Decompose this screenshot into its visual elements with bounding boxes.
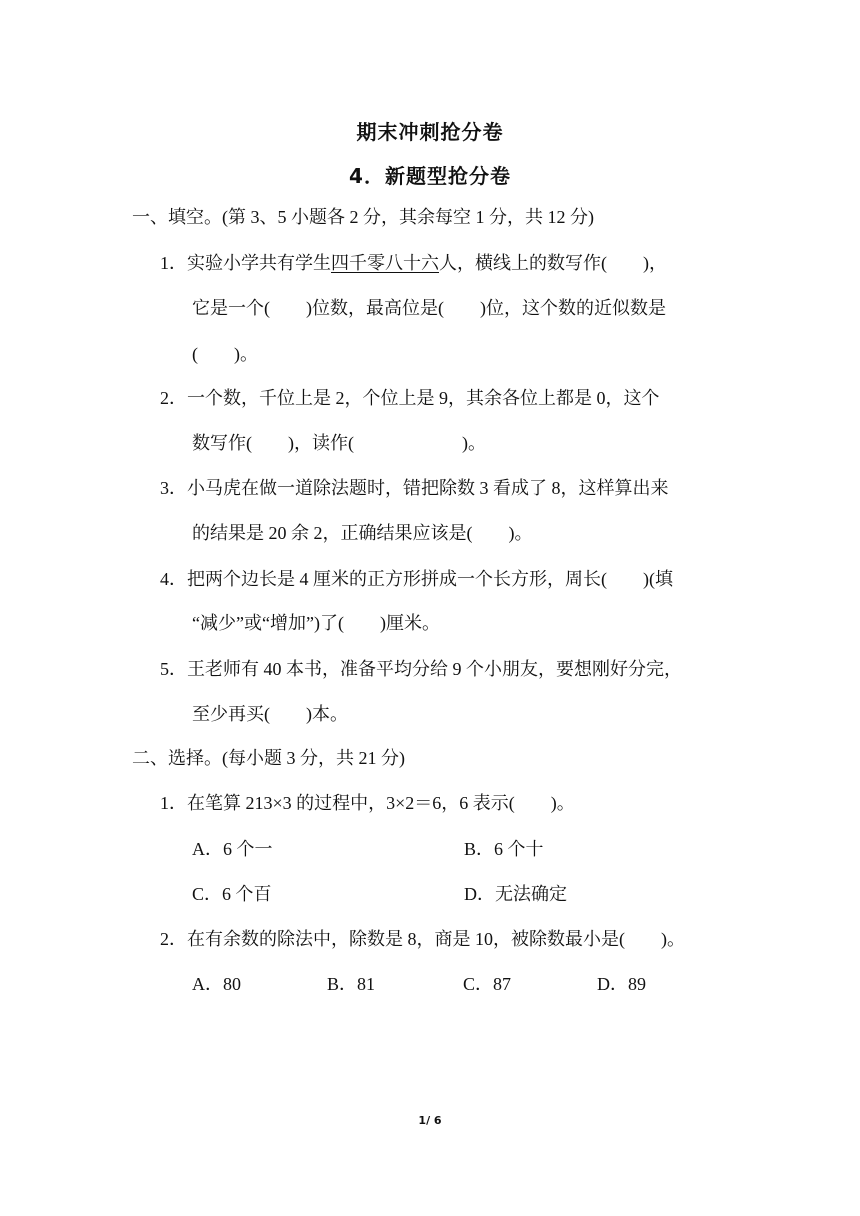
question-4-line-1: 4．把两个边长是 4 厘米的正方形拼成一个长方形，周长( )(填 <box>160 569 673 589</box>
question-2-line-1: 2．一个数，千位上是 2，个位上是 9，其余各位上都是 0，这个 <box>160 388 660 408</box>
choice-question-1-stem: 1．在笔算 213×3 的过程中，3×2＝6，6 表示( )。 <box>160 793 575 813</box>
question-4-line-2: “减少”或“增加”)了( )厘米。 <box>192 613 440 633</box>
question-5-line-2: 至少再买( )本。 <box>192 704 348 724</box>
section-2-heading: 二、选择。(每小题 3 分，共 21 分) <box>132 748 405 768</box>
page-title: 期末冲刺抢分卷 <box>356 120 504 144</box>
choice-question-1-option-a: A．6 个一 <box>192 839 273 859</box>
question-1-line-3: ( )。 <box>192 344 258 364</box>
question-3-line-1: 3．小马虎在做一道除法题时，错把除数 3 看成了 8，这样算出来 <box>160 478 669 498</box>
choice-question-2-option-d: D．89 <box>597 974 646 994</box>
question-1-text-a: 1．实验小学共有学生 <box>160 253 331 273</box>
choice-question-2-stem: 2．在有余数的除法中，除数是 8，商是 10，被除数最小是( )。 <box>160 929 685 949</box>
question-1-underlined-number: 四千零八十六 <box>331 253 439 273</box>
page-number: 1/ 6 <box>418 1114 442 1127</box>
choice-question-1-option-d: D．无法确定 <box>464 884 567 904</box>
question-1-line-1 <box>160 252 667 274</box>
choice-question-2-option-b: B．81 <box>327 974 376 994</box>
question-1-line-2: 它是一个( )位数，最高位是( )位，这个数的近似数是 <box>192 298 666 318</box>
choice-question-2-option-c: C．87 <box>463 974 512 994</box>
choice-question-1-option-b: B．6 个十 <box>464 839 544 859</box>
question-5-line-1: 5．王老师有 40 本书，准备平均分给 9 个小朋友，要想刚好分完， <box>160 659 682 679</box>
question-2-line-2: 数写作( )，读作( )。 <box>192 433 486 453</box>
section-1-heading: 一、填空。(第 3、5 小题各 2 分，其余每空 1 分，共 12 分) <box>132 207 594 227</box>
choice-question-1-option-c: C．6 个百 <box>192 884 272 904</box>
question-1-text-b: 人，横线上的数写作( )， <box>439 253 667 273</box>
question-3-line-2: 的结果是 20 余 2，正确结果应该是( )。 <box>192 523 533 543</box>
choice-question-2-option-a: A．80 <box>192 974 241 994</box>
page-subtitle: 4．新题型抢分卷 <box>349 164 511 188</box>
